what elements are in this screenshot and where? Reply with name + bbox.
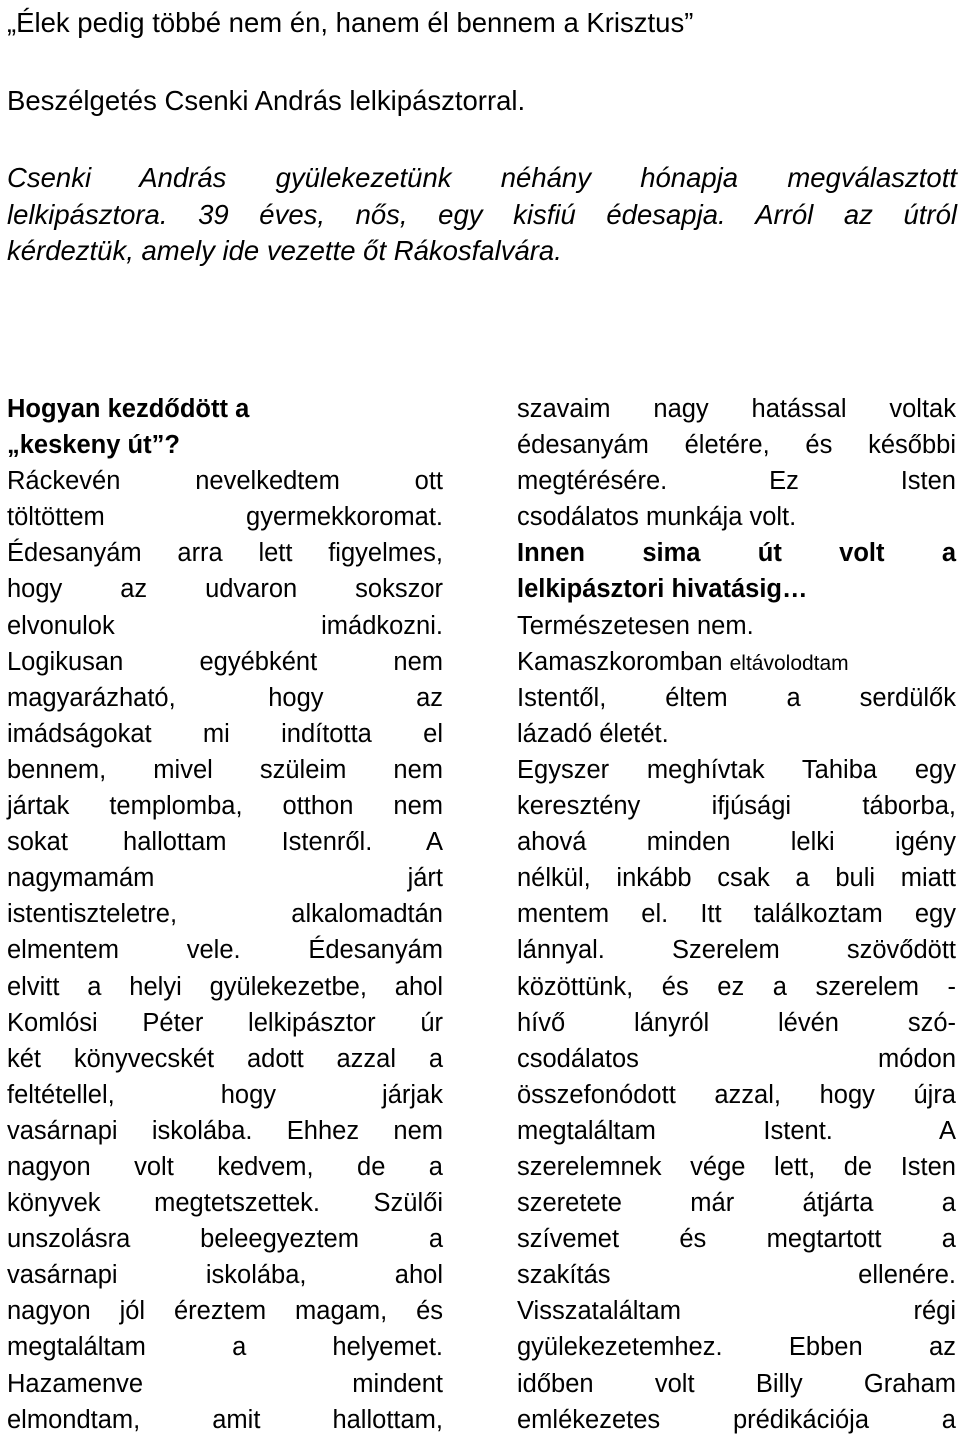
- body-line: vasárnapi iskolába, ahol: [7, 1261, 443, 1290]
- question-heading-line: Hogyan kezdődött a: [7, 395, 250, 423]
- body-line: szívemet és megtartott a: [517, 1225, 956, 1254]
- question-heading-line: „keskeny út”?: [7, 431, 180, 460]
- body-line: Visszataláltam régi: [517, 1297, 956, 1326]
- intro-line: Csenki András gyülekezetünk néhány hónapja megválasztott: [7, 162, 957, 193]
- body-line: mentem el. Itt találkoztam egy: [517, 900, 956, 929]
- body-line: megtaláltam Istent. A: [517, 1116, 956, 1145]
- body-line: közöttünk, és ez a szerelem -: [517, 972, 956, 1001]
- body-line: istentiszteletre, alkalomadtán: [7, 900, 443, 929]
- body-line: nagyon volt kedvem, de a: [7, 1152, 443, 1181]
- right-column: [517, 391, 956, 1438]
- body-line: emlékezetes prédikációja a: [517, 1405, 956, 1434]
- body-line: nagyon jól éreztem magam, és: [7, 1297, 443, 1326]
- body-line: könyvek megtetszettek. Szülői: [7, 1189, 443, 1218]
- body-line: szavaim nagy hatással voltak: [517, 395, 956, 423]
- body-line: megtaláltam a helyemet.: [7, 1333, 443, 1362]
- answer-word: eltávolodtam: [729, 651, 849, 675]
- body-line: elmondtam, amit hallottam,: [7, 1405, 443, 1434]
- body-line: Egyszer meghívtak Tahiba egy: [517, 755, 956, 784]
- body-line: elvitt a helyi gyülekezetbe, ahol: [7, 972, 443, 1001]
- body-line: unszolásra beleegyeztem a: [7, 1225, 443, 1254]
- body-line: Komlósi Péter lelkipásztor úr: [7, 1008, 443, 1037]
- body-line: Ráckevén nevelkedtem ott: [7, 467, 443, 496]
- body-line: imádságokat mi indította el: [7, 719, 443, 748]
- question-heading-line: Innen sima út volt a: [517, 539, 956, 568]
- body-line: keresztény ifjúsági táborba,: [517, 792, 956, 821]
- body-line: Istentől, éltem a serdülők: [517, 683, 956, 712]
- body-line: két könyvecskét adott azzal a: [7, 1044, 443, 1073]
- body-line: lánnyal. Szerelem szövődött: [517, 936, 956, 965]
- body-line: töltöttem gyermekkoromat.: [7, 503, 443, 532]
- article-title: „Élek pedig többé nem én, hanem él bennem a Krisztus”: [7, 7, 694, 38]
- body-line: vasárnapi iskolába. Ehhez nem: [7, 1116, 443, 1145]
- body-line: elmentem vele. Édesanyám: [7, 936, 443, 965]
- body-line: elvonulok imádkozni.: [7, 611, 443, 640]
- body-line: összefonódott azzal, hogy újra: [517, 1080, 956, 1109]
- question-heading-line: lelkipásztori hivatásig…: [517, 575, 808, 604]
- body-line: hogy az udvaron sokszor: [7, 575, 443, 604]
- body-line: magyarázható, hogy az: [7, 683, 443, 712]
- body-line: megtérésére. Ez Isten: [517, 467, 956, 496]
- answer-word: Kamaszkoromban: [517, 647, 723, 676]
- body-line: ahová minden lelki igény: [517, 828, 956, 857]
- body-line: édesanyám életére, és későbbi: [517, 431, 956, 460]
- body-line: feltétellel, hogy járjak: [7, 1080, 443, 1109]
- body-line: bennem, mivel szüleim nem: [7, 755, 443, 784]
- left-column: [7, 391, 443, 1438]
- body-line: nélkül, inkább csak a buli miatt: [517, 864, 956, 893]
- body-line: sokat hallottam Istenről. A: [7, 828, 443, 857]
- answer-line: [517, 644, 956, 680]
- answer-line: Természetesen nem.: [517, 611, 754, 640]
- intro-line: kérdeztük, amely ide vezette őt Rákosfalvára.: [7, 235, 562, 266]
- body-line: Hazamenve mindent: [7, 1369, 443, 1398]
- body-line: szakítás ellenére.: [517, 1261, 956, 1290]
- body-line: gyülekezetemhez. Ebben az: [517, 1333, 956, 1362]
- body-line: szerelemnek vége lett, de Isten: [517, 1152, 956, 1181]
- intro-line: lelkipásztora. 39 éves, nős, egy kisfiú édesapja. Arról az útról: [7, 198, 957, 230]
- body-line: csodálatos módon: [517, 1044, 956, 1073]
- body-line: időben volt Billy Graham: [517, 1369, 956, 1398]
- body-line: Logikusan egyébként nem: [7, 647, 443, 676]
- article-intro: [7, 160, 957, 270]
- body-line: lázadó életét.: [517, 719, 669, 748]
- article-subtitle: Beszélgetés Csenki András lelkipásztorral.: [7, 85, 526, 116]
- body-line: Édesanyám arra lett figyelmes,: [7, 539, 443, 568]
- body-line: hívő lányról lévén szó-: [517, 1008, 956, 1037]
- body-line: nagymamám járt: [7, 864, 443, 893]
- body-line: jártak templomba, otthon nem: [7, 792, 443, 821]
- body-line: szeretete már átjárta a: [517, 1189, 956, 1218]
- body-line: csodálatos munkája volt.: [517, 503, 797, 532]
